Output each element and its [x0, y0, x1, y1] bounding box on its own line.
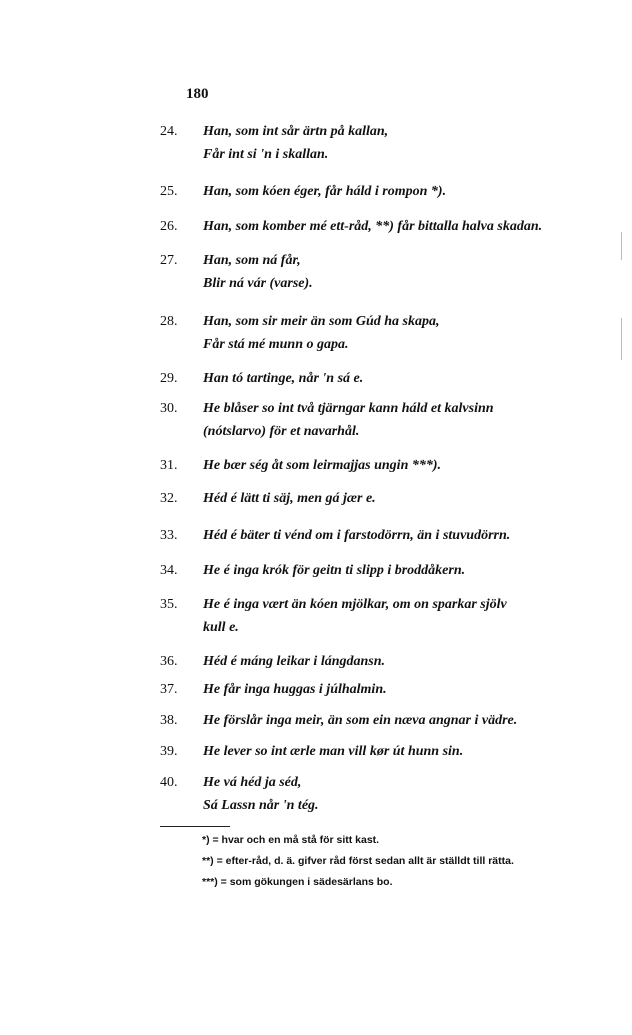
- entry-line: He får inga huggas i júlhalmin.: [203, 682, 387, 697]
- entry-number: 35.: [160, 597, 178, 612]
- entry-number: 37.: [160, 682, 178, 697]
- entry-line: Héd é lätt ti säj, men gá jær e.: [203, 491, 376, 506]
- scan-edge-mark: [621, 232, 622, 260]
- entry-line: (nótslarvo) för et navarhål.: [203, 424, 360, 439]
- entry-number: 39.: [160, 744, 178, 759]
- entry-line: Héd é máng leikar i lángdansn.: [203, 654, 386, 669]
- footnote: **) = efter-råd, d. ä. gifver råd först sedan allt är ställdt till rätta.: [202, 855, 514, 867]
- entry-number: 33.: [160, 528, 178, 543]
- entry-line: He lever so int ærle man vill kør út hunn sin.: [203, 744, 464, 759]
- footnote: *) = hvar och en må stå för sitt kast.: [202, 834, 380, 846]
- entry-number: 34.: [160, 563, 178, 578]
- entry-line: He blåser so int två tjärngar kann háld et kalvsinn: [203, 401, 494, 416]
- entry-number: 31.: [160, 458, 178, 473]
- entry-line: He é inga krók för geitn ti slipp i broddåkern.: [203, 563, 466, 578]
- entry-number: 24.: [160, 124, 178, 139]
- page-number: 180: [186, 86, 209, 102]
- entry-line: Får int si 'n i skallan.: [203, 147, 329, 162]
- entry-line: Han, som ná får,: [203, 253, 301, 268]
- entry-line: Han, som sir meir än som Gúd ha skapa,: [203, 314, 440, 329]
- entry-line: kull e.: [203, 620, 239, 635]
- entry-line: Han tó tartinge, når 'n sá e.: [203, 371, 364, 386]
- entry-number: 38.: [160, 713, 178, 728]
- entry-number: 28.: [160, 314, 178, 329]
- entry-line: Han, som kóen éger, får háld i rompon *).: [203, 184, 447, 199]
- footnote: ***) = som gökungen i sädesärlans bo.: [202, 876, 393, 888]
- entry-line: Héd é bäter ti vénd om i farstodörrn, än i stuvudörrn.: [203, 528, 511, 543]
- entry-number: 25.: [160, 184, 178, 199]
- scan-edge-mark: [621, 318, 622, 360]
- entry-number: 29.: [160, 371, 178, 386]
- entry-line: He bær ség åt som leirmajjas ungin ***).: [203, 458, 442, 473]
- entry-number: 32.: [160, 491, 178, 506]
- entry-line: Han, som komber mé ett-råd, **) får bittalla halva skadan.: [203, 219, 543, 234]
- entry-line: He é inga vært än kóen mjölkar, om on sparkar sjölv: [203, 597, 507, 612]
- entry-number: 36.: [160, 654, 178, 669]
- entry-line: Sá Lassn når 'n tég.: [203, 798, 319, 813]
- entry-line: Blir ná vár (varse).: [203, 276, 313, 291]
- entry-line: He förslår inga meir, än som ein næva angnar i vädre.: [203, 713, 518, 728]
- entry-number: 30.: [160, 401, 178, 416]
- entry-line: Får stá mé munn o gapa.: [203, 337, 349, 352]
- entry-line: Han, som int sår ärtn på kallan,: [203, 124, 389, 139]
- entry-number: 40.: [160, 775, 178, 790]
- entry-number: 27.: [160, 253, 178, 268]
- entry-line: He vá héd ja séd,: [203, 775, 302, 790]
- entry-number: 26.: [160, 219, 178, 234]
- footnote-divider: [160, 826, 230, 827]
